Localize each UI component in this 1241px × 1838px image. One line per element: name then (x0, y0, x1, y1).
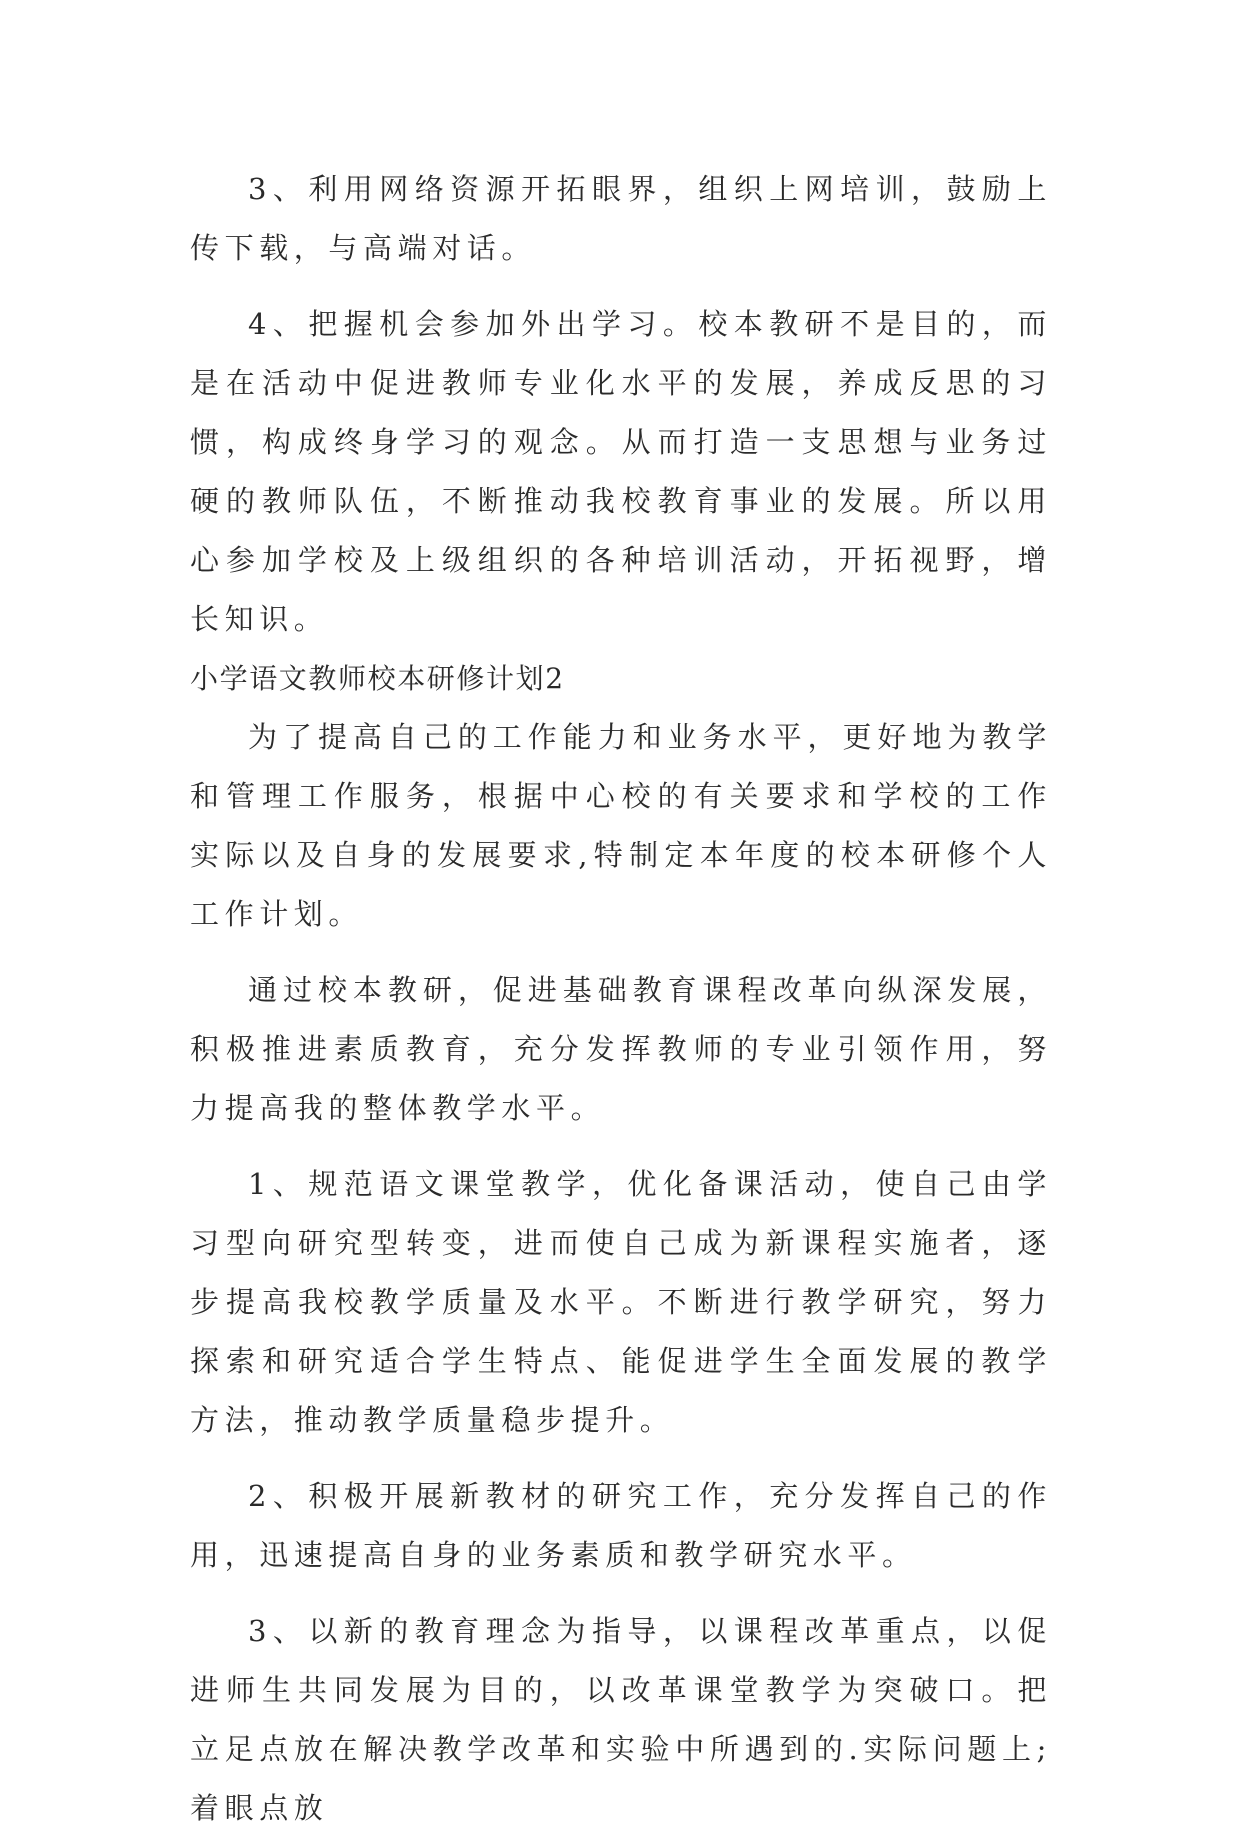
paragraph-goal: 通过校本教研，促进基础教育课程改革向纵深发展，积极推进素质教育，充分发挥教师的专业引领作用，努力提高我的整体教学水平。 (190, 973, 1052, 1125)
paragraph-item-3-network-resources: 3、利用网络资源开拓眼界，组织上网培训，鼓励上传下载，与高端对话。 (190, 172, 1052, 265)
paragraph-gap (190, 1138, 1052, 1155)
paragraph-item-4-external-study: 4、把握机会参加外出学习。校本教研不是目的，而是在活动中促进教师专业化水平的发展，养成反思的习惯，构成终身学习的观念。从而打造一支思想与业务过硬的教师队伍，不断推动我校教育事业的发展。所以用心参加学校及上级组织的各种培训活动，开拓视野，增长知识。 (190, 307, 1052, 636)
paragraph-item-1-classroom-teaching: 1、规范语文课堂教学，优化备课活动，使自己由学习型向研究型转变，进而使自己成为新课程实施者，逐步提高我校教学质量及水平。不断进行教学研究，努力探索和研究适合学生特点、能促进学生全面发展的教学方法，推动教学质量稳步提升。 (190, 1167, 1052, 1437)
paragraph-intro-purpose: 为了提高自己的工作能力和业务水平，更好地为教学和管理工作服务，根据中心校的有关要求和学校的工作实际以及自身的发展要求,特制定本年度的校本研修个人工作计划。 (190, 720, 1052, 931)
paragraph-gap (190, 1450, 1052, 1467)
paragraph-item-2-new-textbook: 2、积极开展新教材的研究工作，充分发挥自己的作用，迅速提高自身的业务素质和教学研究水平。 (190, 1479, 1052, 1572)
paragraph-gap (190, 944, 1052, 961)
paragraph-gap (190, 278, 1052, 295)
section-heading: 小学语文教师校本研修计划2 (190, 662, 565, 695)
paragraph-gap (190, 1585, 1052, 1602)
paragraph-item-3-new-concepts: 3、以新的教育理念为指导，以课程改革重点，以促进师生共同发展为目的，以改革课堂教学为突破口。把立足点放在解决教学改革和实验中所遇到的.实际问题上;着眼点放 (190, 1614, 1052, 1825)
document-body (190, 160, 1052, 1838)
